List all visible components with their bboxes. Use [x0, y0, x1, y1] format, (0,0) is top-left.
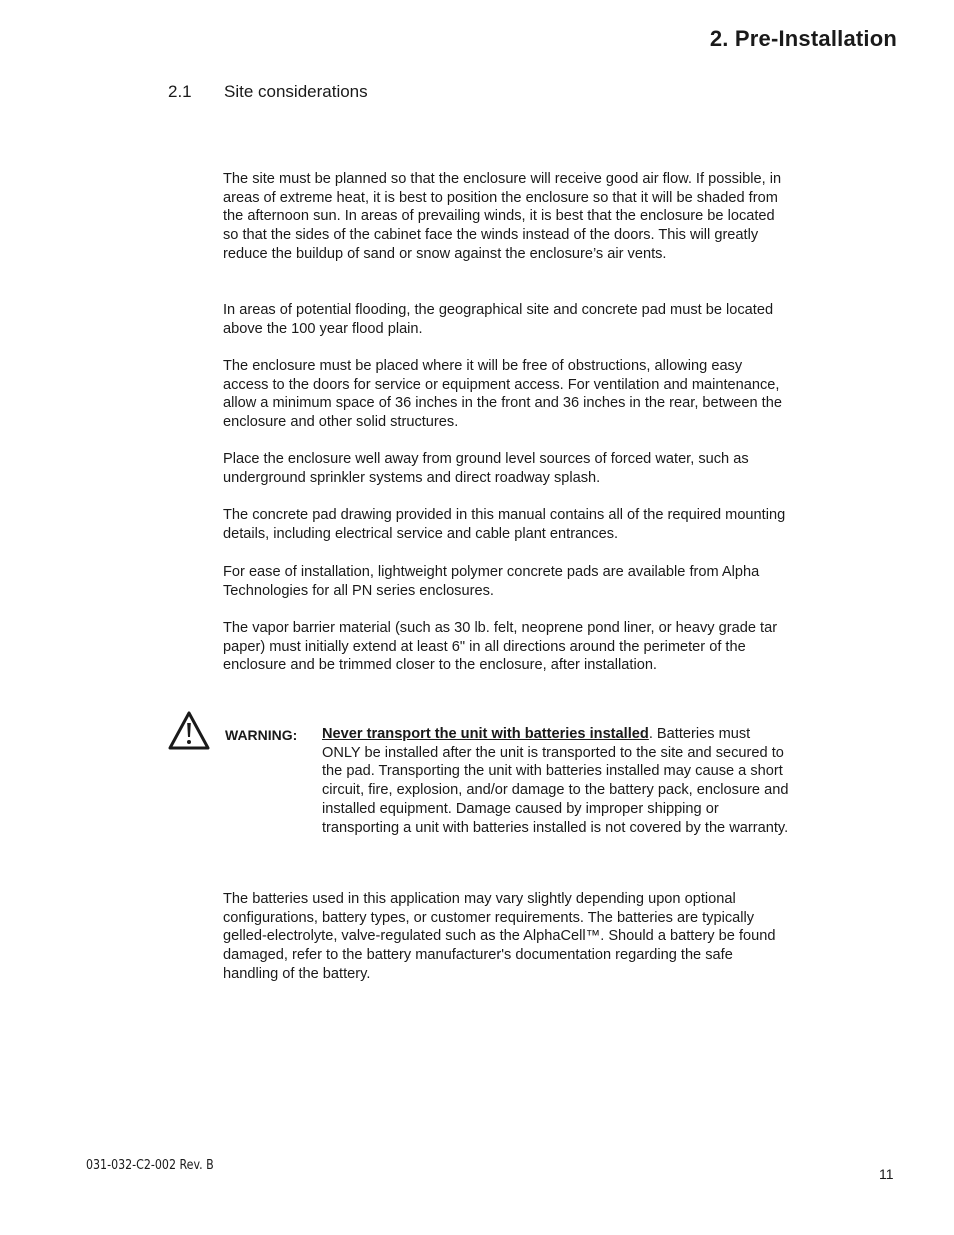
- warning-triangle-icon: [168, 711, 210, 751]
- paragraph-water-sources: Place the enclosure well away from ground level sources of forced water, such as underground sprinkler systems and direct roadway splash.: [223, 451, 749, 486]
- paragraph-vapor-barrier: The vapor barrier material (such as 30 lb. felt, neoprene pond liner, or heavy grade tar paper) must initially extend at least 6" in all directions around the perimeter of the enclosure and be trimmed closer to the enclosure, after installation.: [223, 620, 778, 674]
- warning-body: . Batteries must ONLY be installed after the unit is transported to the site and secured to the pad. Transporting the unit with batteries installed may cause a short circuit, fire, explosion, and/or damage to the battery pack, enclosure and installed equipment. Damage caused by improper shipping or transporting a unit with batteries installed is not covered by the warranty.: [322, 726, 789, 836]
- paragraph-polymer-pads: For ease of installation, lightweight polymer concrete pads are available from Alpha Technologies for all PN series enclosures.: [223, 564, 760, 599]
- section-heading: [168, 82, 368, 102]
- section-number: 2.1: [168, 82, 192, 101]
- paragraph-flooding: In areas of potential flooding, the geographical site and concrete pad must be located above the 100 year flood plain.: [223, 302, 774, 337]
- warning-emphasis: Never transport the unit with batteries installed: [322, 726, 649, 742]
- document-number: 031-032-C2-002 Rev. B: [86, 1158, 214, 1173]
- page-number: 11: [879, 1166, 894, 1182]
- section-title: Site considerations: [224, 82, 368, 101]
- paragraph-clearance: The enclosure must be placed where it will be free of obstructions, allowing easy access to the doors for service or equipment access. For ventilation and maintenance, allow a minimum space of 36 inches in the front and 36 inches in the rear, between the enclosure and other solid structures.: [223, 358, 782, 431]
- chapter-title: 2. Pre-Installation: [709, 26, 897, 51]
- paragraph-airflow: The site must be planned so that the enclosure will receive good air flow. If possible, in areas of extreme heat, it is best to position the enclosure so that it will be shaded from the afternoon sun. In areas of prevailing winds, it is best that the enclosure be located so that the sides of the cabinet face the winds instead of the doors. This will greatly reduce the buildup of sand or snow against the enclosure’s air vents.: [223, 171, 782, 262]
- warning-label: WARNING:: [225, 727, 298, 743]
- warning-text: [322, 725, 790, 837]
- paragraph-pad-drawing: The concrete pad drawing provided in this manual contains all of the required mounting details, including electrical service and cable plant entrances.: [223, 507, 786, 542]
- paragraph-batteries: The batteries used in this application may vary slightly depending upon optional configurations, battery types, or customer requirements. The batteries are typically gelled-electrolyte, valve-regulated such as the AlphaCell™. Should a battery be found damaged, refer to the battery manufacturer's documentation regarding the safe handling of the battery.: [223, 891, 776, 982]
